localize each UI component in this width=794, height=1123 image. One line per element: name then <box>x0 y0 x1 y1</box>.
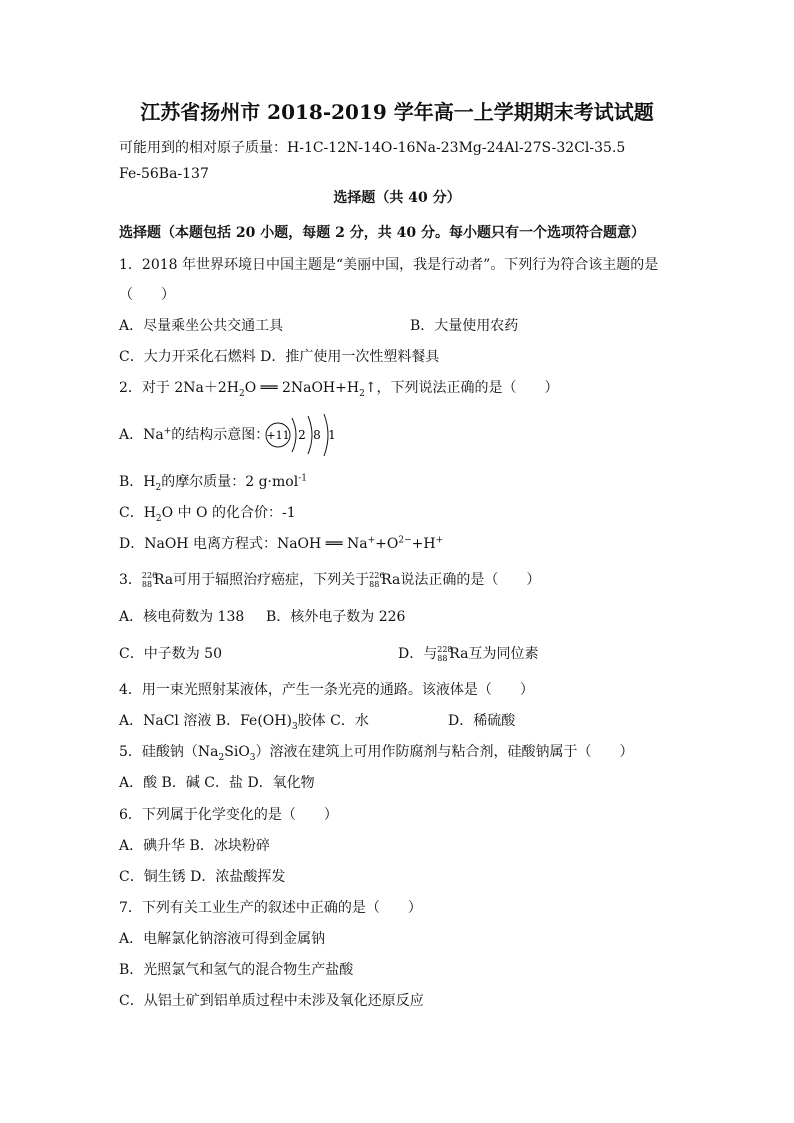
q1-option-b: B．大量使用农药 <box>410 318 519 334</box>
q1-stem: 1．2018 年世界环境日中国主题是“美丽中国，我是行动者”。下列行为符合该主题的是 <box>119 257 659 273</box>
q2-option-c: C．$H_2O$ 中 O 的化合价：-1 <box>119 505 296 524</box>
q2-stem: 2．对于 $2Na+2H_2O$ ══ $2NaOH+H_2↑$，下列说法正确的是（ ） <box>119 380 559 399</box>
section-heading: 选择题（共 40 分） <box>333 190 461 206</box>
atomic-masses-line-2: Fe-56Ba-137 <box>119 166 209 182</box>
q7-option-c: C．从铝土矿到铝单质过程中未涉及氧化还原反应 <box>119 993 424 1009</box>
q7-option-b: B．光照氯气和氢气的混合物生产盐酸 <box>119 962 354 978</box>
nucleus-charge: +11 <box>266 429 290 442</box>
q3-option-a: A．核电荷数为 138 <box>119 609 245 625</box>
q3-option-c: C．中子数为 50 <box>119 646 222 662</box>
isotope-notation: 226 88 <box>141 571 158 589</box>
section-instruction: 选择题（本题包括 20 小题，每题 2 分，共 40 分。每小题只有一个选项符合题意） <box>119 225 645 241</box>
isotope-notation: 226 88 <box>369 571 385 589</box>
q1-answer-paren: （ ） <box>119 287 175 303</box>
q3-option-d: D．与 228 88 Ra互为同位素 <box>398 645 539 663</box>
q5-stem: 5．硅酸钠$(Na_2SiO_3)$溶液在建筑上可用作防腐剂与粘合剂，硅酸钠属于（ ） <box>119 744 634 763</box>
shell-electrons-1: 2 <box>298 428 306 442</box>
shell-arc-2 <box>308 416 312 454</box>
q4-option-d: D．稀硫酸 <box>448 713 516 729</box>
isotope-notation: 228 88 <box>437 645 453 663</box>
shell-electrons-3: 1 <box>328 428 336 442</box>
shell-arc-1 <box>292 418 296 452</box>
q7-stem: 7．下列有关工业生产的叙述中正确的是（ ） <box>119 900 422 916</box>
q3-option-b: B．核外电子数为 226 <box>266 609 406 625</box>
q6-stem: 6．下列属于化学变化的是（ ） <box>119 807 338 823</box>
q7-option-a: A．电解氯化钠溶液可得到金属钠 <box>119 931 326 947</box>
q2-option-a: A．Na+的结构示意图： <box>119 426 270 443</box>
q2-option-d: D．NaOH 电离方程式：NaOH ══ $Na^++O^{2-}+H^+$ <box>119 535 444 552</box>
q1-option-cd: C．大力开采化石燃料 D．推广使用一次性塑料餐具 <box>119 349 440 365</box>
q6-option-cd: C．铜生锈 D．浓盐酸挥发 <box>119 869 286 885</box>
atomic-masses-line-1: 可能用到的相对原子质量：H-1C-12N-14O-16Na-23Mg-24Al-27S-32Cl-35.5 <box>119 140 626 156</box>
shell-electrons-2: 8 <box>313 428 321 442</box>
q6-option-ab: A．碘升华 B．冰块粉碎 <box>119 838 270 854</box>
q1-option-a: A．尽量乘坐公共交通工具 <box>119 318 284 334</box>
q5-options: A．酸 B．碱 C．盐 D．氧化物 <box>119 775 315 791</box>
page-title: 江苏省扬州市 2018-2019 学年高一上学期期末考试试题 <box>140 100 654 124</box>
sodium-ion-structure-diagram <box>262 410 342 460</box>
q4-option-abc: A．NaCl 溶液 B．$Fe(OH)_3$胶体 C．水 <box>119 713 369 732</box>
q3-stem: 3． 226 88 Ra可用于辐照治疗癌症，下列关于 226 88 Ra说法正确的是（ ） <box>119 571 541 589</box>
q4-stem: 4．用一束光照射某液体，产生一条光亮的通路。该液体是（ ） <box>119 682 534 698</box>
q2-option-b: B．$H_2$的摩尔质量：2 g·mol$^{-1}$ <box>119 473 307 493</box>
